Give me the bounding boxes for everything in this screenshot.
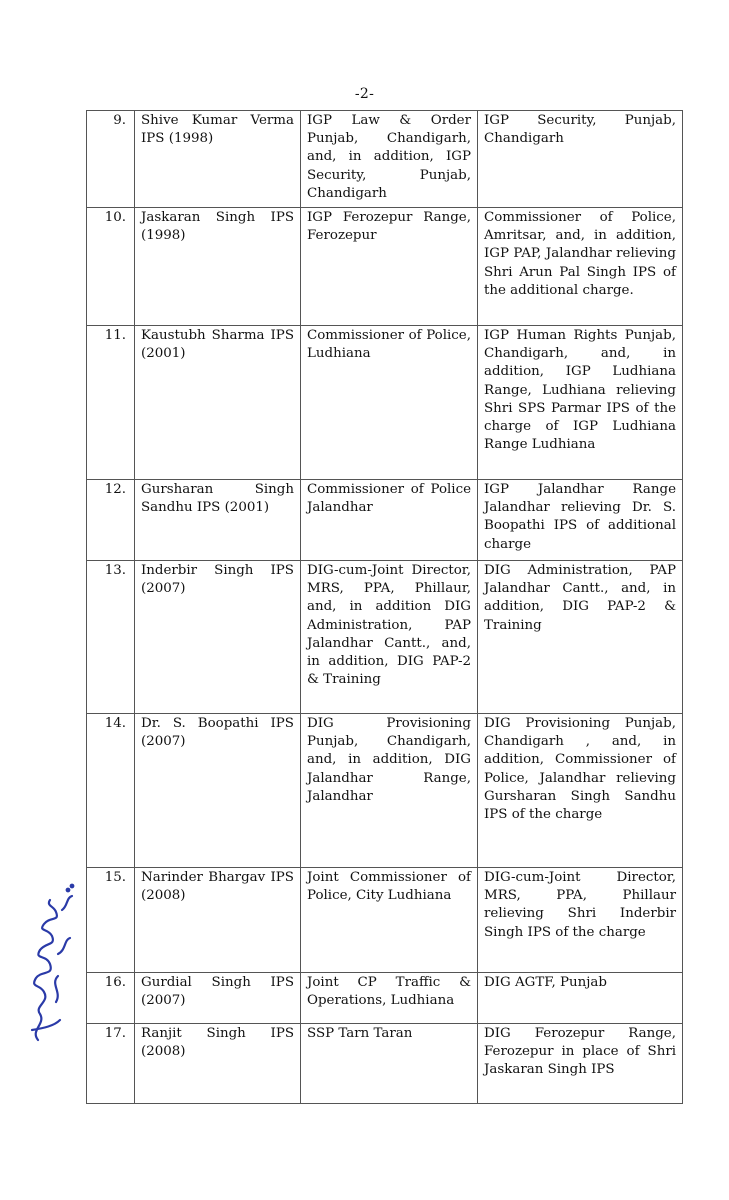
officer-name: Dr. S. Boopathi IPS (2007) xyxy=(135,714,301,868)
new-posting: DIG Ferozepur Range, Ferozepur in place of Shri Jaskaran Singh IPS xyxy=(478,1024,683,1104)
new-posting: Commissioner of Police, Amritsar, and, in addition, IGP PAP, Jalandhar relieving Shri Arun Pal Singh IPS of the additional charge. xyxy=(478,208,683,326)
table-row xyxy=(87,1024,683,1104)
new-posting: IGP Security, Punjab, Chandigarh xyxy=(478,111,683,208)
table-row xyxy=(87,208,683,326)
present-posting: IGP Ferozepur Range, Ferozepur xyxy=(301,208,478,326)
new-posting: DIG Administration, PAP Jalandhar Cantt., and, in addition, DIG PAP-2 & Training xyxy=(478,561,683,714)
new-posting: IGP Human Rights Punjab, Chandigarh, and, in addition, IGP Ludhiana Range, Ludhiana relieving Shri SPS Parmar IPS of the charge of IGP Ludhiana Range Ludhiana xyxy=(478,326,683,480)
officer-name: Shive Kumar Verma IPS (1998) xyxy=(135,111,301,208)
officer-name: Inderbir Singh IPS (2007) xyxy=(135,561,301,714)
officer-name: Gursharan Singh Sandhu IPS (2001) xyxy=(135,480,301,561)
new-posting: DIG AGTF, Punjab xyxy=(478,973,683,1024)
serial-number: 9. xyxy=(87,111,135,208)
officer-name: Gurdial Singh IPS (2007) xyxy=(135,973,301,1024)
officer-name: Ranjit Singh IPS (2008) xyxy=(135,1024,301,1104)
table-row xyxy=(87,326,683,480)
present-posting: DIG-cum-Joint Director, MRS, PPA, Phillaur, and, in addition DIG Administration, PAP Jalandhar Cantt., and, in addition, DIG PAP-2 & Training xyxy=(301,561,478,714)
handwritten-signature xyxy=(10,880,80,1050)
present-posting: SSP Tarn Taran xyxy=(301,1024,478,1104)
present-posting: IGP Law & Order Punjab, Chandigarh, and, in addition, IGP Security, Punjab, Chandigarh xyxy=(301,111,478,208)
serial-number: 13. xyxy=(87,561,135,714)
new-posting: IGP Jalandhar Range Jalandhar relieving Dr. S. Boopathi IPS of additional charge xyxy=(478,480,683,561)
present-posting: Commissioner of Police Jalandhar xyxy=(301,480,478,561)
officer-name: Narinder Bhargav IPS (2008) xyxy=(135,868,301,973)
transfer-table xyxy=(86,110,683,1104)
serial-number: 12. xyxy=(87,480,135,561)
serial-number: 10. xyxy=(87,208,135,326)
present-posting: Joint Commissioner of Police, City Ludhiana xyxy=(301,868,478,973)
new-posting: DIG-cum-Joint Director, MRS, PPA, Phillaur relieving Shri Inderbir Singh IPS of the charge xyxy=(478,868,683,973)
page-number: -2- xyxy=(354,86,375,102)
serial-number: 14. xyxy=(87,714,135,868)
table-row xyxy=(87,973,683,1024)
serial-number: 16. xyxy=(87,973,135,1024)
officer-name: Jaskaran Singh IPS (1998) xyxy=(135,208,301,326)
table-row xyxy=(87,111,683,208)
serial-number: 11. xyxy=(87,326,135,480)
present-posting: DIG Provisioning Punjab, Chandigarh, and, in addition, DIG Jalandhar Range, Jalandhar xyxy=(301,714,478,868)
present-posting: Joint CP Traffic & Operations, Ludhiana xyxy=(301,973,478,1024)
officer-name: Kaustubh Sharma IPS (2001) xyxy=(135,326,301,480)
table-row xyxy=(87,480,683,561)
serial-number: 17. xyxy=(87,1024,135,1104)
table-row xyxy=(87,868,683,973)
new-posting: DIG Provisioning Punjab, Chandigarh , and, in addition, Commissioner of Police, Jalandhar relieving Gursharan Singh Sandhu IPS of the charge xyxy=(478,714,683,868)
serial-number: 15. xyxy=(87,868,135,973)
table-row xyxy=(87,561,683,714)
present-posting: Commissioner of Police, Ludhiana xyxy=(301,326,478,480)
table-row xyxy=(87,714,683,868)
